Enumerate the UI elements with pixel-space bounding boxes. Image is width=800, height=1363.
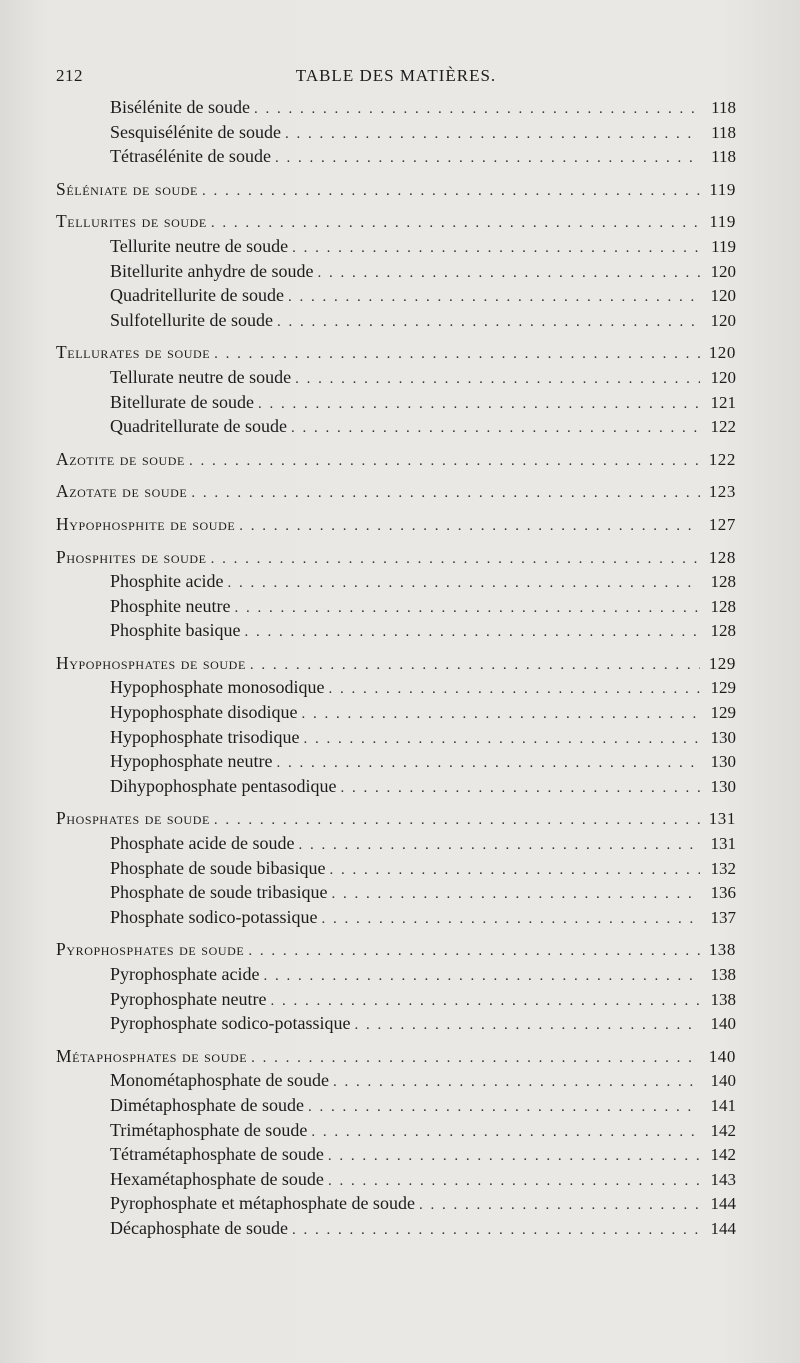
dot-leader [211, 547, 700, 570]
toc-entry-page: 138 [710, 965, 736, 984]
toc-entry-page: 144 [710, 1194, 736, 1214]
toc-entry-label: Monométaphosphate de soude [110, 1070, 329, 1091]
toc-entry-page: 130 [710, 776, 736, 796]
dot-leader [354, 1013, 700, 1036]
toc-entry-label: Pyrophosphate et métaphosphate de soude [110, 1193, 415, 1214]
dot-leader [298, 833, 700, 856]
toc-sub-entry [56, 308, 736, 333]
toc-entry-page: 120 [710, 286, 736, 306]
toc-entry-page: 140 [710, 1071, 736, 1091]
toc-entry-page: 140 [708, 1046, 736, 1066]
toc-entry-page: 138 [710, 989, 736, 1009]
dot-leader [285, 122, 700, 145]
toc-entry-label: Hexamétaphosphate de soude [110, 1168, 324, 1189]
toc-sub-entry [56, 905, 736, 930]
section-spacer [56, 169, 736, 177]
page-number: 212 [56, 66, 83, 85]
toc-sub-entry [56, 1011, 736, 1036]
toc-entry-page: 130 [710, 752, 736, 772]
section-spacer [56, 332, 736, 340]
toc-sub-entry [56, 144, 736, 169]
toc-section-entry [56, 447, 736, 472]
toc-entry-label: Phosphite acide [110, 571, 224, 592]
toc-entry-page: 132 [710, 858, 736, 878]
toc-entry-label: Phosphite neutre [110, 595, 231, 616]
toc-section-entry [56, 512, 736, 537]
toc-entry-page: 119 [709, 212, 736, 232]
toc-entry-label: Phosphate de soude bibasique [110, 857, 326, 878]
toc-sub-entry [56, 1118, 736, 1143]
toc-entry-label: Quadritellurite de soude [110, 285, 284, 306]
toc-entry-label: Hypophosphate neutre [110, 751, 273, 772]
toc-entry-label: Sesquisélénite de soude [110, 121, 281, 142]
dot-leader [211, 211, 700, 234]
toc-entry-page: 128 [708, 547, 736, 567]
toc-section-entry [56, 177, 736, 202]
toc-entry-label: Tétrasélénite de soude [110, 146, 271, 167]
dot-leader [214, 342, 700, 365]
toc-entry-page: 142 [710, 1145, 736, 1165]
toc-section-entry [56, 937, 736, 962]
toc-entry-page: 120 [710, 261, 736, 281]
toc-sub-entry [56, 856, 736, 881]
section-spacer [56, 1036, 736, 1044]
toc-sub-entry [56, 569, 736, 594]
toc-section-entry [56, 209, 736, 234]
toc-entry-label: Phosphate sodico-potassique [110, 906, 318, 927]
toc-entry-page: 128 [710, 596, 736, 616]
toc-entry-page: 120 [710, 310, 736, 330]
toc-entry-label: Azotate de soude [56, 481, 188, 502]
dot-leader [263, 964, 700, 987]
toc-entry-label: Hypophosphite de soude [56, 513, 236, 534]
toc-sub-entry [56, 618, 736, 643]
dot-leader [308, 1095, 700, 1118]
dot-leader [301, 702, 700, 725]
dot-leader [254, 97, 700, 120]
toc-entry-label: Dihypophosphate pentasodique [110, 775, 337, 796]
toc-entry-label: Décaphosphate de soude [110, 1217, 288, 1238]
toc-entry-page: 129 [708, 653, 736, 673]
toc-entry-label: Phosphates de soude [56, 808, 210, 829]
toc-sub-entry [56, 234, 736, 259]
toc-entry-label: Bitellurite anhydre de soude [110, 260, 314, 281]
toc-sub-entry [56, 1142, 736, 1167]
toc-entry-page: 120 [708, 343, 736, 363]
dot-leader [234, 596, 700, 619]
toc-sub-entry [56, 1167, 736, 1192]
dot-leader [258, 392, 700, 415]
toc-entry-label: Pyrophosphate acide [110, 964, 260, 984]
toc-entry-label: Hypophosphate disodique [110, 702, 298, 723]
toc-entry-label: Dimétaphosphate de soude [110, 1094, 304, 1115]
toc-section-entry [56, 545, 736, 570]
dot-leader [328, 1144, 700, 1167]
toc-sub-entry [56, 962, 736, 987]
toc-entry-page: 143 [710, 1169, 736, 1189]
table-of-contents [56, 95, 736, 1241]
dot-leader [202, 179, 700, 202]
toc-entry-label: Azotite de soude [56, 448, 185, 469]
toc-entry-page: 142 [710, 1120, 736, 1140]
toc-section-entry [56, 340, 736, 365]
toc-entry-label: Pyrophosphate neutre [110, 988, 267, 1009]
dot-leader [239, 514, 700, 537]
section-spacer [56, 201, 736, 209]
section-spacer [56, 929, 736, 937]
toc-entry-label: Tellurate neutre de soude [110, 366, 292, 387]
dot-leader [321, 907, 700, 930]
dot-leader [329, 858, 700, 881]
toc-entry-label: Pyrophosphates de soude [56, 939, 245, 960]
toc-entry-label: Phosphite basique [110, 620, 241, 641]
section-spacer [56, 643, 736, 651]
toc-sub-entry [56, 414, 736, 439]
dot-leader [245, 620, 701, 643]
toc-sub-entry [56, 1068, 736, 1093]
section-spacer [56, 504, 736, 512]
toc-sub-entry [56, 1216, 736, 1241]
toc-sub-entry [56, 259, 736, 284]
toc-entry-label: Hypophosphates de soude [56, 652, 246, 673]
section-spacer [56, 537, 736, 545]
toc-entry-page: 122 [710, 417, 736, 437]
toc-entry-label: Tellurites de soude [56, 211, 207, 232]
toc-section-entry [56, 1044, 736, 1069]
toc-section-entry [56, 651, 736, 676]
toc-entry-page: 118 [711, 122, 736, 142]
dot-leader [303, 727, 700, 750]
toc-entry-label: Tellurite neutre de soude [110, 235, 289, 256]
toc-entry-label: Séléniate de soude [56, 178, 198, 199]
toc-entry-label: Tellurates de soude [56, 342, 211, 363]
dot-leader [275, 146, 700, 169]
toc-sub-entry [56, 1191, 736, 1216]
section-spacer [56, 439, 736, 447]
toc-sub-entry [56, 880, 736, 905]
toc-entry-label: Hypophosphate monosodique [110, 677, 325, 698]
toc-entry-page: 129 [710, 678, 736, 698]
dot-leader [340, 776, 700, 799]
toc-entry-page: 128 [710, 621, 736, 641]
toc-sub-entry [56, 675, 736, 700]
toc-sub-entry [56, 594, 736, 619]
toc-entry-page: 136 [710, 883, 736, 903]
toc-entry-label: Phosphate de soude tribasique [110, 882, 328, 903]
toc-entry-page: 129 [710, 703, 736, 723]
dot-leader [328, 677, 700, 700]
toc-entry-label: Phosphate acide de soude [110, 833, 295, 854]
toc-entry-label: Bisélénite de soude [110, 97, 250, 117]
dot-leader [295, 367, 700, 390]
toc-entry-page: 138 [708, 940, 736, 960]
toc-sub-entry [56, 390, 736, 415]
toc-entry-page: 122 [708, 449, 736, 469]
toc-entry-label: Bitellurate de soude [110, 391, 254, 412]
toc-sub-entry [56, 774, 736, 799]
toc-entry-page: 119 [709, 179, 736, 199]
section-spacer [56, 798, 736, 806]
toc-sub-entry [56, 1093, 736, 1118]
toc-entry-page: 131 [710, 834, 736, 854]
toc-sub-entry [56, 120, 736, 145]
page-header [56, 66, 736, 90]
section-spacer [56, 471, 736, 479]
toc-entry-page: 128 [710, 572, 736, 592]
dot-leader [311, 1120, 700, 1143]
toc-sub-entry [56, 283, 736, 308]
toc-entry-page: 118 [711, 147, 736, 167]
dot-leader [292, 236, 700, 259]
dot-leader [288, 285, 700, 308]
toc-section-entry [56, 806, 736, 831]
dot-leader [333, 1070, 700, 1093]
toc-entry-page: 141 [710, 1095, 736, 1115]
toc-entry-label: Tétramétaphosphate de soude [110, 1144, 324, 1165]
dot-leader [214, 808, 700, 831]
dot-leader [292, 1218, 700, 1241]
dot-leader [189, 449, 700, 472]
toc-entry-label: Phosphites de soude [56, 546, 207, 567]
toc-sub-entry [56, 725, 736, 750]
dot-leader [419, 1193, 700, 1216]
toc-entry-label: Hypophosphate trisodique [110, 726, 300, 747]
toc-entry-page: 130 [710, 727, 736, 747]
toc-entry-page: 121 [710, 392, 736, 412]
toc-sub-entry [56, 700, 736, 725]
dot-leader [317, 261, 700, 284]
toc-entry-label: Sulfotellurite de soude [110, 309, 273, 330]
running-title: TABLE DES MATIÈRES. [295, 66, 497, 85]
toc-entry-page: 131 [708, 809, 736, 829]
toc-sub-entry [56, 95, 736, 120]
toc-entry-label: Trimétaphosphate de soude [110, 1119, 308, 1140]
dot-leader [250, 653, 700, 676]
dot-leader [291, 416, 700, 439]
toc-entry-label: Quadritellurate de soude [110, 416, 287, 437]
toc-sub-entry [56, 987, 736, 1012]
toc-entry-page: 118 [711, 98, 736, 117]
dot-leader [331, 882, 700, 905]
dot-leader [277, 310, 700, 333]
dot-leader [270, 989, 700, 1012]
dot-leader [248, 939, 700, 962]
toc-entry-label: Pyrophosphate sodico-potassique [110, 1013, 351, 1034]
toc-entry-page: 144 [710, 1218, 736, 1238]
dot-leader [191, 481, 700, 504]
toc-sub-entry [56, 365, 736, 390]
toc-entry-page: 140 [710, 1014, 736, 1034]
toc-entry-page: 119 [711, 236, 736, 256]
toc-sub-entry [56, 749, 736, 774]
dot-leader [227, 571, 700, 594]
dot-leader [328, 1169, 700, 1192]
toc-section-entry [56, 479, 736, 504]
toc-entry-label: Métaphosphates de soude [56, 1045, 248, 1066]
toc-sub-entry [56, 831, 736, 856]
dot-leader [276, 751, 700, 774]
dot-leader [251, 1046, 700, 1069]
toc-entry-page: 127 [708, 514, 736, 534]
toc-entry-page: 137 [710, 907, 736, 927]
toc-entry-page: 123 [708, 482, 736, 502]
toc-entry-page: 120 [710, 367, 736, 387]
